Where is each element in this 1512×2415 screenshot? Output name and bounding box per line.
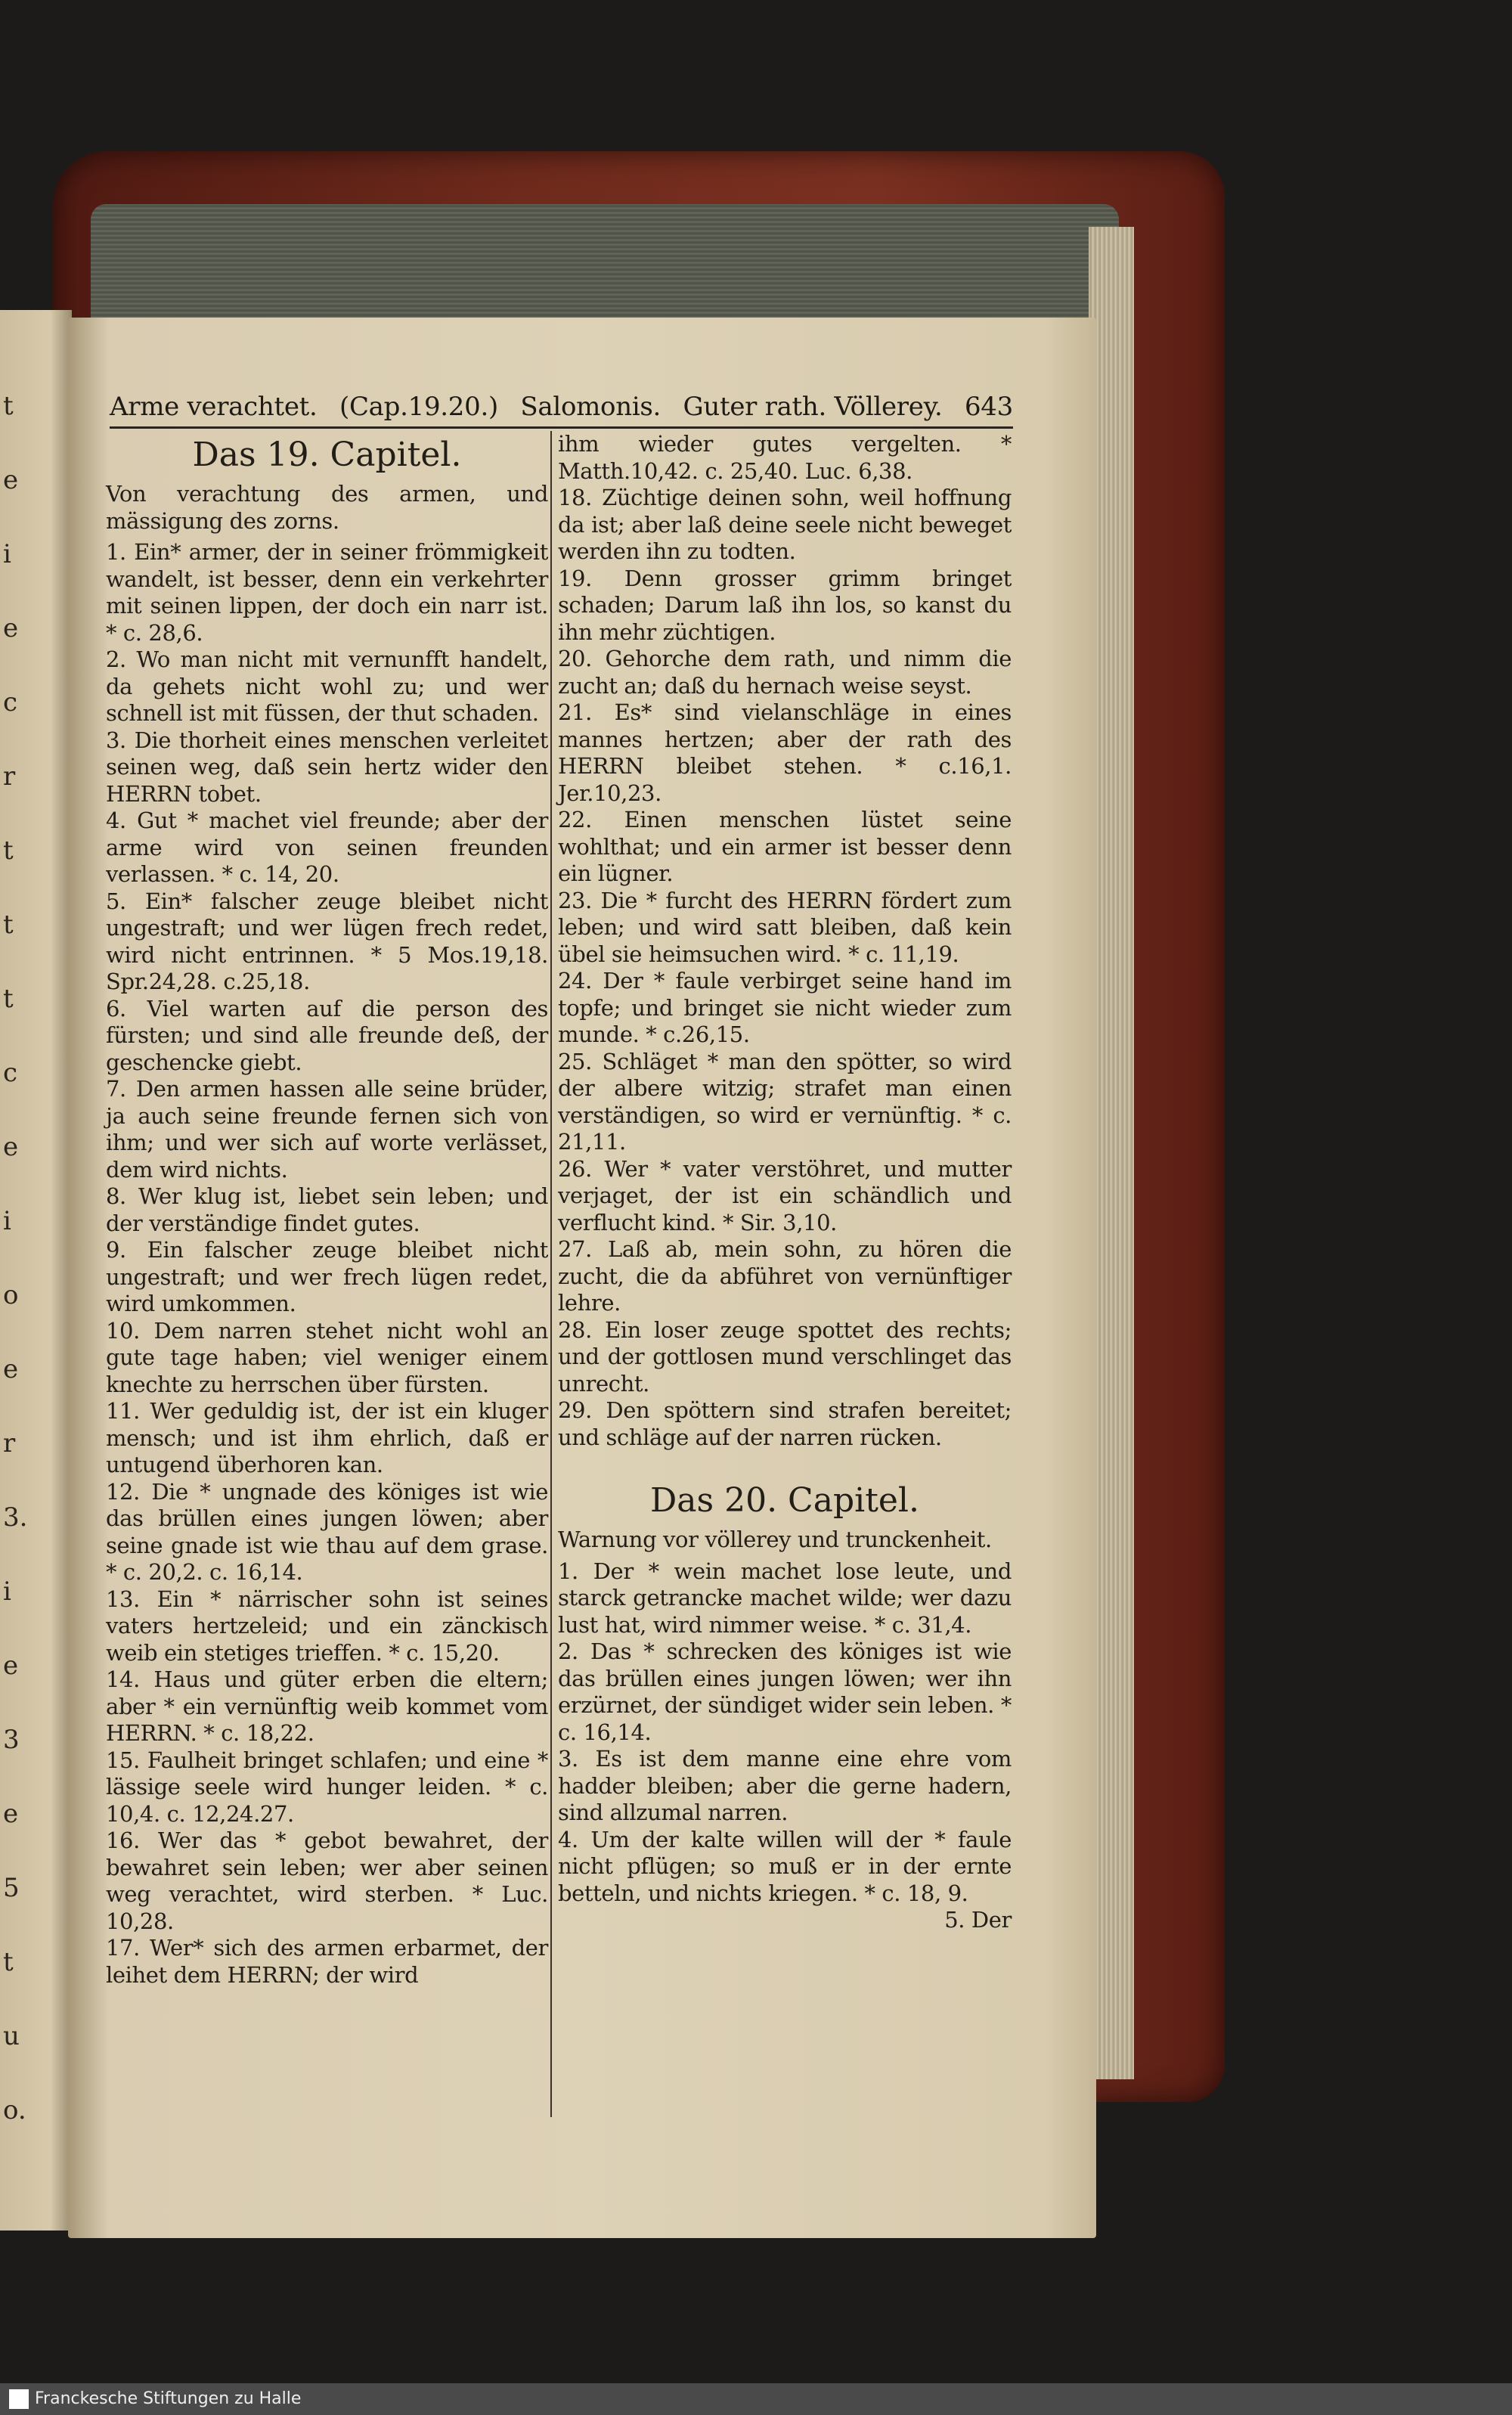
verse: 12. Die * ungnade des königes ist wie das brüllen eines jungen löwen; aber seine gnade ist wie thau auf dem grase. * c. 20,2. c. 16,14. [106, 1478, 548, 1585]
left-page-fragment: e [3, 1651, 19, 1681]
left-page-fragment: 5 [3, 1873, 20, 1903]
running-head-left: Arme verachtet. [110, 392, 318, 422]
verse: 15. Faulheit bringet schlafen; und eine * lässige seele wird hunger leiden. * c. 10,4. c. 12,24.27. [106, 1747, 548, 1827]
left-page-fragment: i [3, 539, 11, 569]
verse: ihm wieder gutes vergelten. * Matth.10,42. c. 25,40. Luc. 6,38. [558, 431, 1012, 484]
left-column [106, 431, 548, 1989]
verse: 2. Das * schrecken des königes ist wie das brüllen eines jungen löwen; wer ihn erzürnet, der sündiget wider sein leben. * c. 16,14. [558, 1638, 1012, 1745]
footer-credit: Franckesche Stiftungen zu Halle [35, 2389, 302, 2408]
footer-bar [0, 2383, 1512, 2415]
left-page-fragment: t [3, 984, 14, 1014]
running-head-book: Salomonis. [520, 392, 662, 422]
chapter-19-verses-left [106, 539, 548, 1989]
verse: 18. Züchtige deinen sohn, weil hoffnung da ist; aber laß deine seele nicht beweget werden ihn zu todten. [558, 485, 1012, 564]
left-page-fragment: t [3, 1947, 14, 1977]
left-page-edge [0, 310, 72, 2231]
verse: 8. Wer klug ist, liebet sein leben; und der verständige findet gutes. [106, 1183, 548, 1236]
verse: 21. Es* sind vielanschläge in eines mannes hertzen; aber der rath des HERRN bleibet stehen. * c.16,1. Jer.10,23. [558, 699, 1012, 806]
chapter-20-verses [558, 1558, 1012, 1908]
verse: 16. Wer das * gebot bewahret, der bewahret sein leben; wer aber seinen weg verachtet, wird sterben. * Luc. 10,28. [106, 1828, 548, 1934]
verse: 10. Dem narren stehet nicht wohl an gute tage haben; viel weniger einem knechte zu herrschen über fürsten. [106, 1317, 548, 1397]
left-page-fragment: e [3, 465, 19, 495]
left-page-fragment: t [3, 391, 14, 421]
chapter-20-title: Das 20. Capitel. [650, 1481, 919, 1520]
left-page-fragment: i [3, 1576, 11, 1607]
verse: 4. Um der kalte willen will der * faule nicht pflügen; so muß er in der ernte betteln, und nichts kriegen. * c. 18, 9. [558, 1826, 1012, 1906]
verse: 17. Wer* sich des armen erbarmet, der leihet dem HERRN; der wird [106, 1935, 548, 1988]
chapter-20-summary: Warnung vor völlerey und trunckenheit. [558, 1527, 992, 1552]
left-page-fragment: i [3, 1206, 11, 1236]
left-page-fragment: c [3, 1058, 18, 1088]
running-head-topic: Guter rath. Völlerey. [683, 392, 943, 422]
chapter-19-summary: Von verachtung des armen, und mässigung des zorns. [106, 481, 548, 534]
left-page-fragment: o. [3, 2095, 26, 2125]
left-page-fragment: r [3, 761, 16, 792]
verse: 14. Haus und güter erben die eltern; aber * ein vernünftig weib kommet vom HERRN. * c. 18,22. [106, 1666, 548, 1746]
page-edges-top [91, 204, 1119, 325]
verse: 3. Es ist dem manne eine ehre vom hadder bleiben; aber die gerne hadern, sind allzumal narren. [558, 1746, 1012, 1825]
verse: 9. Ein falscher zeuge bleibet nicht ungestraft; und wer frech lügen redet, wird umkommen. [106, 1237, 548, 1316]
verse: 3. Die thorheit eines menschen verleitet seinen weg, daß sein hertz wider den HERRN tobet. [106, 727, 548, 807]
verse: 29. Den spöttern sind strafen bereitet; und schläge auf der narren rücken. [558, 1397, 1012, 1450]
left-page-fragment: e [3, 1132, 19, 1162]
verse: 5. Ein* falscher zeuge bleibet nicht ungestraft; und wer lügen frech redet, wird nicht entrinnen. * 5 Mos.19,18. Spr.24,28. c.25,18. [106, 888, 548, 994]
left-page-fragment: t [3, 835, 14, 866]
verse: 2. Wo man nicht mit vernunfft handelt, da gehets nicht wohl zu; und wer schnell ist mit füssen, der thut schaden. [106, 646, 548, 726]
verse: 19. Denn grosser grimm bringet schaden; Darum laß ihn los, so kanst du ihn mehr züchtigen. [558, 565, 1012, 645]
right-column [558, 431, 1012, 1934]
left-page-fragment: r [3, 1428, 16, 1459]
left-page-fragment: u [3, 2021, 20, 2051]
verse: 1. Ein* armer, der in seiner frömmigkeit wandelt, ist besser, denn ein verkehrter mit seinen lippen, der doch ein narr ist. * c. 28,6. [106, 539, 548, 646]
running-head [110, 378, 1013, 429]
verse: 26. Wer * vater verstöhret, und mutter verjaget, der ist ein schändlich und verflucht kind. * Sir. 3,10. [558, 1155, 1012, 1235]
verse: 27. Laß ab, mein sohn, zu hören die zucht, die da abführet von vernünftiger lehre. [558, 1236, 1012, 1316]
verse: 1. Der * wein machet lose leute, und starck getrancke machet wilde; wer dazu lust hat, wird nimmer weise. * c. 31,4. [558, 1558, 1012, 1638]
verse: 23. Die * furcht des HERRN fördert zum leben; und wird satt bleiben, daß kein übel sie heimsuchen wird. * c. 11,19. [558, 887, 1012, 967]
left-page-fragment: 3. [3, 1502, 28, 1533]
catchword: 5. Der [944, 1907, 1012, 1933]
verse: 4. Gut * machet viel freunde; aber der arme wird von seinen freunden verlassen. * c. 14, 20. [106, 808, 548, 887]
verse: 7. Den armen hassen alle seine brüder, ja auch seine freunde fernen sich von ihm; und wer sich auf worte verlässet, dem wird nichts. [106, 1076, 548, 1183]
verse: 25. Schläget * man den spötter, so wird der albere witzig; strafet man einen verständigen, so wird er vernünftig. * c. 21,11. [558, 1048, 1012, 1155]
left-page-fragment: 3 [3, 1725, 20, 1755]
left-page-fragment: e [3, 1354, 19, 1384]
left-page-fragment: c [3, 687, 18, 718]
chapter-19-title: Das 19. Capitel. [192, 436, 462, 474]
column-divider [550, 431, 552, 2117]
left-page-fragment: e [3, 1799, 19, 1829]
chapter-19-verses-right [558, 431, 1012, 1451]
verse: 11. Wer geduldig ist, der ist ein kluger mensch; und ist ihm ehrlich, daß er untugend überhoren kan. [106, 1398, 548, 1477]
verse: 20. Gehorche dem rath, und nimm die zucht an; daß du hernach weise seyst. [558, 646, 1012, 699]
institution-logo-icon [9, 2389, 29, 2409]
left-page-fragment: o [3, 1280, 19, 1310]
verse: 28. Ein loser zeuge spottet des rechts; und der gottlosen mund verschlinget das unrecht. [558, 1316, 1012, 1397]
verse: 22. Einen menschen lüstet seine wohlthat; und ein armer ist besser denn ein lügner. [558, 807, 1012, 886]
verse: 6. Viel warten auf die person des fürsten; und sind alle freunde deß, der geschencke giebt. [106, 995, 548, 1075]
verse: 13. Ein * närrischer sohn ist seines vaters hertzeleid; und ein zänckisch weib ein stetiges trieffen. * c. 15,20. [106, 1586, 548, 1666]
left-page-fragment: t [3, 910, 14, 940]
verse: 24. Der * faule verbirget seine hand im topfe; und bringet sie nicht wieder zum munde. * c.26,15. [558, 968, 1012, 1047]
page-number: 643 [964, 392, 1013, 422]
left-page-fragment: e [3, 613, 19, 643]
running-head-chapter: (Cap.19.20.) [339, 392, 498, 422]
